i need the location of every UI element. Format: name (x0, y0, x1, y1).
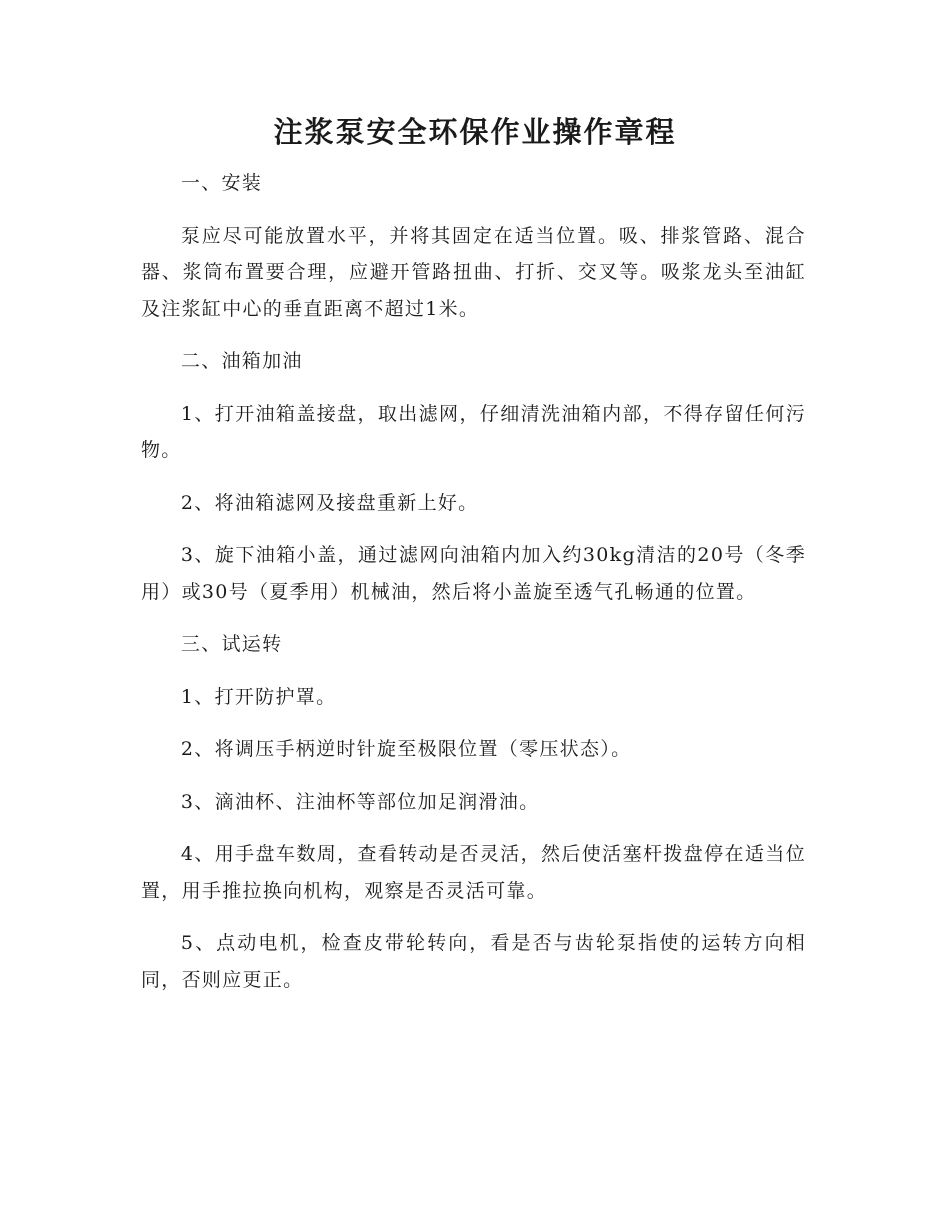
paragraph-oil-step-3: 3、旋下油箱小盖，通过滤网向油箱内加入约30kg清洁的20号（冬季用）或30号（夏季用）机械油，然后将小盖旋至透气孔畅通的位置。 (141, 544, 806, 603)
paragraph-trial-step-5: 5、点动电机，检查皮带轮转向，看是否与齿轮泵指使的运转方向相同，否则应更正。 (141, 932, 806, 991)
paragraph-trial-step-4: 4、用手盘车数周，查看转动是否灵活，然后使活塞杆拨盘停在适当位置，用手推拉换向机构，观察是否灵活可靠。 (141, 843, 806, 902)
section-heading-oil-tank: 二、油箱加油 (180, 350, 303, 372)
paragraph-oil-step-2: 2、将油箱滤网及接盘重新上好。 (180, 491, 479, 514)
paragraph-trial-step-2: 2、将调压手柄逆时针旋至极限位置（零压状态）。 (180, 738, 632, 760)
paragraph-trial-step-1: 1、打开防护罩。 (180, 685, 337, 708)
document-title: 注浆泵安全环保作业操作章程 (273, 115, 677, 149)
section-heading-trial-run: 三、试运转 (180, 633, 283, 655)
paragraph-oil-step-1: 1、打开油箱盖接盘，取出滤网，仔细清洗油箱内部，不得存留任何污物。 (141, 402, 806, 461)
paragraph-install-details: 泵应尽可能放置水平，并将其固定在适当位置。吸、排浆管路、混合器、浆筒布置要合理，应避开管路扭曲、打折、交叉等。吸浆龙头至油缸及注浆缸中心的垂直距离不超过1米。 (141, 224, 806, 320)
section-heading-install: 一、安装 (180, 172, 263, 194)
paragraph-trial-step-3: 3、滴油杯、注油杯等部位加足润滑油。 (180, 790, 540, 813)
document-body (141, 165, 806, 1014)
